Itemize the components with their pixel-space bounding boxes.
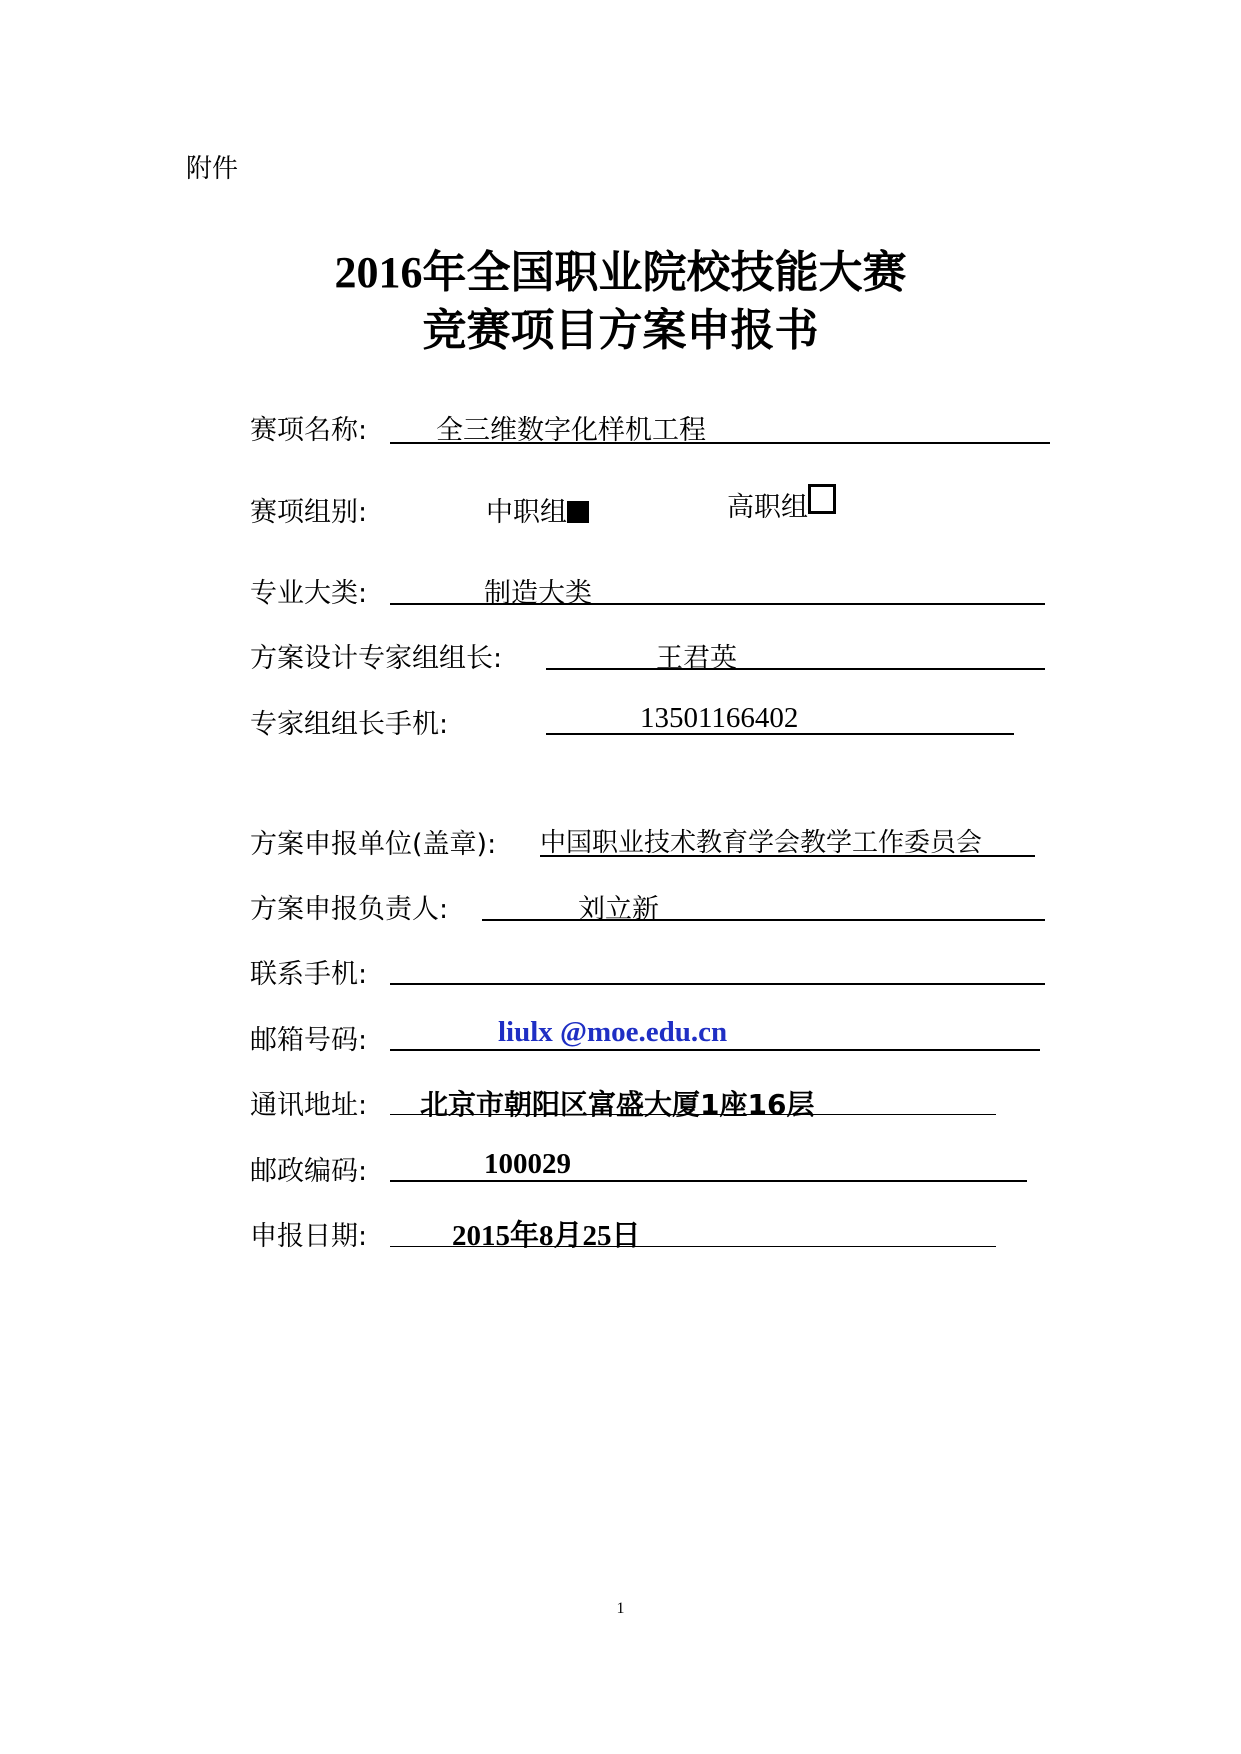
field-email (250, 1018, 367, 1057)
major-category-underline (390, 603, 1045, 605)
field-postal-code (250, 1149, 367, 1188)
field-leader-phone (250, 702, 448, 741)
email-label: 邮箱号码: (250, 1025, 368, 1056)
page-number: 1 (616, 1600, 625, 1617)
address-label: 通讯地址: (250, 1090, 368, 1121)
postal-code-label: 邮政编码: (250, 1156, 368, 1187)
date-label: 申报日期: (250, 1221, 368, 1252)
field-applicant-unit (250, 822, 496, 861)
leader-phone-value[interactable]: 13501166402 (640, 702, 799, 734)
applicant-person-value[interactable]: 刘立新 (578, 894, 659, 925)
field-event-group (250, 490, 367, 529)
document-title-line2: 竞赛项目方案申报书 (422, 306, 819, 355)
document-title-line1: 2016年全国职业院校技能大赛 (334, 248, 907, 297)
date-value[interactable]: 2015年8月25日 (452, 1220, 641, 1252)
applicant-person-label: 方案申报负责人: (250, 894, 449, 925)
field-contact-phone (250, 952, 367, 991)
option-secondary-vocational[interactable] (486, 490, 589, 529)
postal-code-underline (390, 1180, 1027, 1182)
checkbox-checked-icon[interactable] (567, 501, 589, 523)
email-underline (390, 1049, 1040, 1051)
leader-phone-underline (546, 733, 1014, 735)
date-underline (390, 1246, 996, 1247)
option-higher-vocational[interactable] (727, 484, 836, 524)
expert-leader-label: 方案设计专家组组长: (250, 643, 503, 674)
expert-leader-underline (546, 668, 1045, 670)
event-name-underline (390, 442, 1050, 444)
event-name-value[interactable]: 全三维数字化样机工程 (436, 415, 706, 446)
applicant-unit-underline (540, 855, 1035, 857)
major-category-value[interactable]: 制造大类 (484, 578, 592, 609)
field-event-name (250, 408, 367, 447)
event-name-label: 赛项名称: (250, 415, 368, 446)
field-date (250, 1214, 367, 1253)
field-applicant-person (250, 887, 448, 926)
contact-phone-label: 联系手机: (250, 959, 368, 990)
option-higher-label: 高职组 (727, 492, 808, 523)
event-group-label: 赛项组别: (250, 497, 368, 528)
field-expert-leader (250, 636, 502, 675)
field-major-category (250, 571, 367, 610)
address-value[interactable]: 北京市朝阳区富盛大厦1座16层 (420, 1088, 815, 1121)
postal-code-value[interactable]: 100029 (484, 1148, 571, 1180)
leader-phone-label: 专家组组长手机: (250, 709, 449, 740)
field-address (250, 1083, 367, 1122)
option-secondary-label: 中职组 (486, 497, 567, 528)
applicant-unit-label: 方案申报单位(盖章): (250, 829, 497, 860)
attachment-label: 附件 (186, 154, 239, 184)
contact-phone-underline (390, 983, 1045, 985)
applicant-person-underline (482, 919, 1045, 921)
email-link[interactable]: liulx @moe.edu.cn (498, 1016, 728, 1048)
expert-leader-value[interactable]: 王君英 (656, 643, 737, 674)
address-underline (390, 1114, 996, 1115)
checkbox-unchecked-icon[interactable] (808, 484, 836, 514)
major-category-label: 专业大类: (250, 578, 368, 609)
applicant-unit-value[interactable]: 中国职业技术教育学会教学工作委员会 (540, 828, 983, 858)
